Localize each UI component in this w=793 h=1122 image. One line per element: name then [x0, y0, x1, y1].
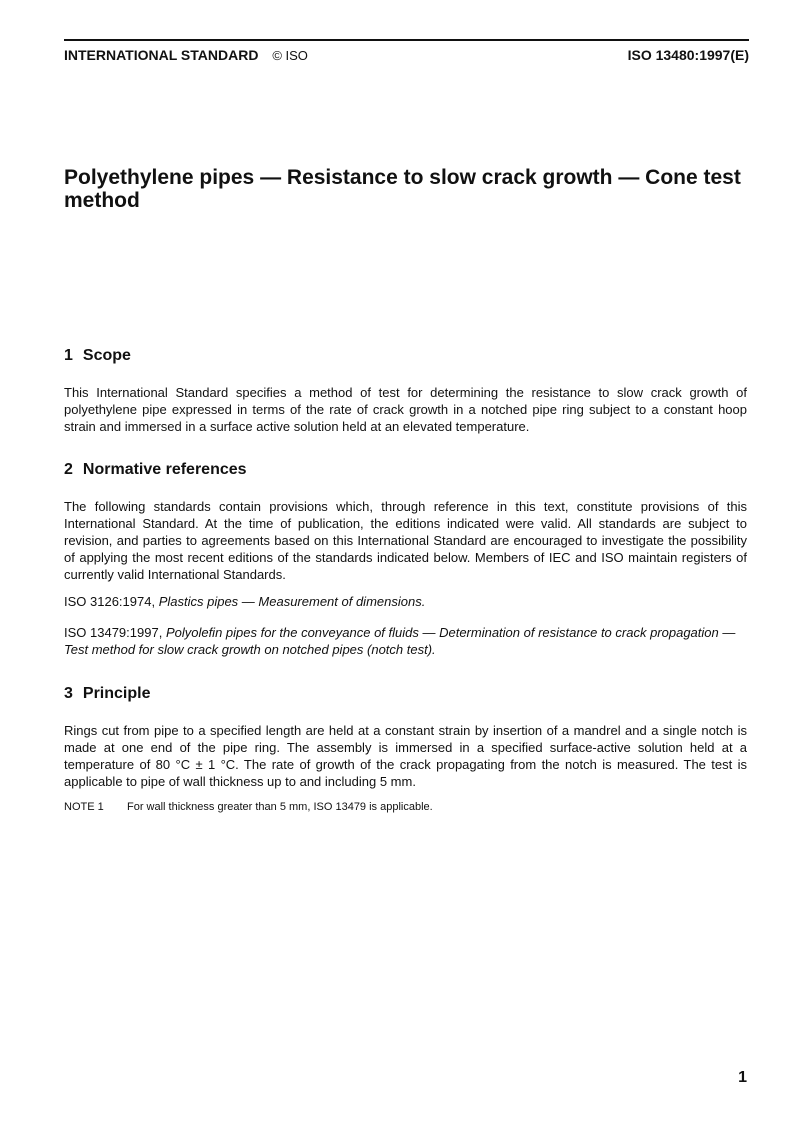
reference-title: Polyolefin pipes for the conveyance of fluids — Determination of resistance to crack propagation — Test method for slow crack growth on notched pipes (notch test). [64, 625, 736, 657]
section-heading-normative-references [64, 461, 247, 479]
reference-id: ISO 3126:1974, [64, 594, 156, 609]
header-left [64, 47, 308, 63]
section-number: 1 [64, 347, 73, 364]
scope-paragraph: This International Standard specifies a method of test for determining the resistance to slow crack growth of polyethylene pipe expressed in terms of the rate of crack growth in a notched pipe ring subject to a constant hoop strain and immersed in a surface active solution held at an elevated temperature. [64, 385, 747, 434]
section-heading-scope [64, 347, 131, 365]
section-title: Scope [82, 347, 131, 364]
page-number: 1 [738, 1069, 747, 1086]
section-number: 2 [64, 461, 73, 478]
note-label: NOTE 1 [64, 801, 104, 813]
document-title: Polyethylene pipes — Resistance to slow crack growth — Cone test method [64, 166, 741, 212]
reference-item [64, 624, 747, 658]
standard-type: INTERNATIONAL STANDARD [64, 47, 259, 63]
principle-paragraph: Rings cut from pipe to a specified length are held at a constant strain by insertion of a mandrel and a single notch is made at one end of the pipe ring. The assembly is immersed in a specified surface-active solution held at a temperature of 80 °C ± 1 °C. The rate of growth of the crack propagating from the notch is measured. The test is applicable to pipe of wall thickness up to and including 5 mm. [64, 723, 747, 789]
reference-id: ISO 13479:1997, [64, 625, 163, 640]
note [64, 801, 433, 813]
reference-item [64, 593, 747, 610]
document-number: ISO 13480:1997(E) [627, 47, 749, 63]
section-title: Principle [82, 685, 151, 702]
header-rule [64, 39, 749, 41]
section-number: 3 [64, 685, 73, 702]
note-text: For wall thickness greater than 5 mm, ISO 13479 is applicable. [127, 801, 433, 813]
section-heading-principle [64, 685, 150, 703]
section-title: Normative references [82, 461, 247, 478]
normative-references-paragraph: The following standards contain provisions which, through reference in this text, constitute provisions of this International Standard. At the time of publication, the editions indicated were valid. All standards are subject to revision, and parties to agreements based on this International Standard are encouraged to investigate the possibility of applying the most recent editions of the standards indicated below. Members of IEC and ISO maintain registers of currently valid International Standards. [64, 499, 747, 582]
reference-title: Plastics pipes — Measurement of dimensions. [158, 594, 426, 609]
copyright-notice: © ISO [272, 48, 308, 63]
